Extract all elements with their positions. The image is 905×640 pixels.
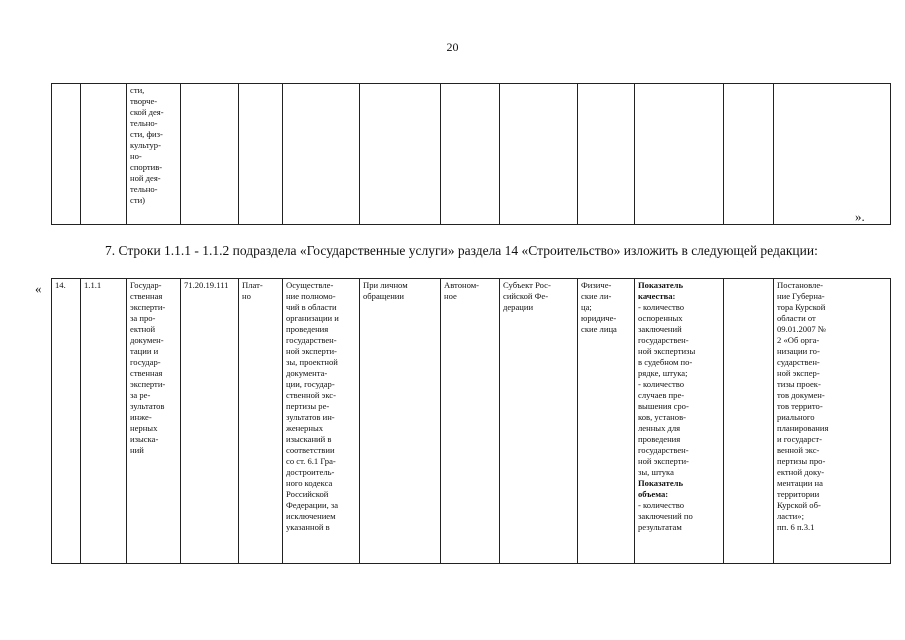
volume-indicator-body: - количество заключений по результатам — [638, 500, 693, 532]
table-row — [52, 84, 891, 225]
empty-cell — [724, 279, 774, 564]
legal-basis: Постановле- ние Губерна- тора Курской области от 09.01.2007 № 2 «Об орга- низации го- сударствен- ной экспер- тизы проек- тов докумен- тов террито- риального планирования и государст- венной экс- пертизы про- ектной доку- ментации на территории Курской об- ласти»; пп. 6 п.3.1 — [774, 279, 891, 564]
consumers: Физиче- ские ли- ца; юридиче- ские лица — [578, 279, 635, 564]
founder: Субъект Рос- сийской Фе- дерации — [500, 279, 578, 564]
closing-quote: ». — [855, 209, 865, 224]
okved-code: 71.20.19.111 — [181, 279, 239, 564]
services-table — [51, 278, 891, 564]
indicators-cell — [635, 279, 724, 564]
volume-indicator-header: Показатель объема: — [638, 478, 684, 499]
quality-indicator-body: - количество оспоренных заключений государствен- ной экспертизы в судебном по- рядке, штука; - количество случаев пре- вышения сро- ков, установ- ленных для проведения государствен- ной эксперти- зы, штука — [638, 302, 696, 477]
quality-indicator-header: Показатель качества: — [638, 280, 684, 301]
paid-status: Плат- но — [239, 279, 283, 564]
service-name: Государ- ственная эксперти- за про- ектной докумен- тации и государ- ственная эксперти- за ре- зультатов инже- нерных изыска- ний — [127, 279, 181, 564]
page-number: 20 — [446, 40, 459, 54]
opening-quote: « — [35, 281, 42, 296]
row-number: 14. — [52, 279, 81, 564]
provision-form: При личном обращении — [360, 279, 441, 564]
service-name-tail: сти, творче- ской дея- тельно- сти, физ- культур- но- спортив- ной дея- тельно- сти) — [127, 84, 181, 225]
institution-type: Автоном- ное — [441, 279, 500, 564]
table-row — [52, 279, 891, 564]
row-code: 1.1.1 — [81, 279, 127, 564]
service-content: Осуществле- ние полномо- чий в области организации и проведения государствен- ной эксперти- зы, проектной документа- ции, государ- ственной экс- пертизы ре- зультатов ин- женерных изысканий в соответствии со ст. 6.1 Гра- достроитель- ного кодекса Российской Федерации, за исключением указанной в — [283, 279, 360, 564]
amendment-paragraph: 7. Строки 1.1.1 - 1.1.2 подраздела «Государственные услуги» раздела 14 «Строительство» изложить в следующей редакции: — [105, 243, 818, 258]
previous-table-fragment — [51, 83, 891, 225]
